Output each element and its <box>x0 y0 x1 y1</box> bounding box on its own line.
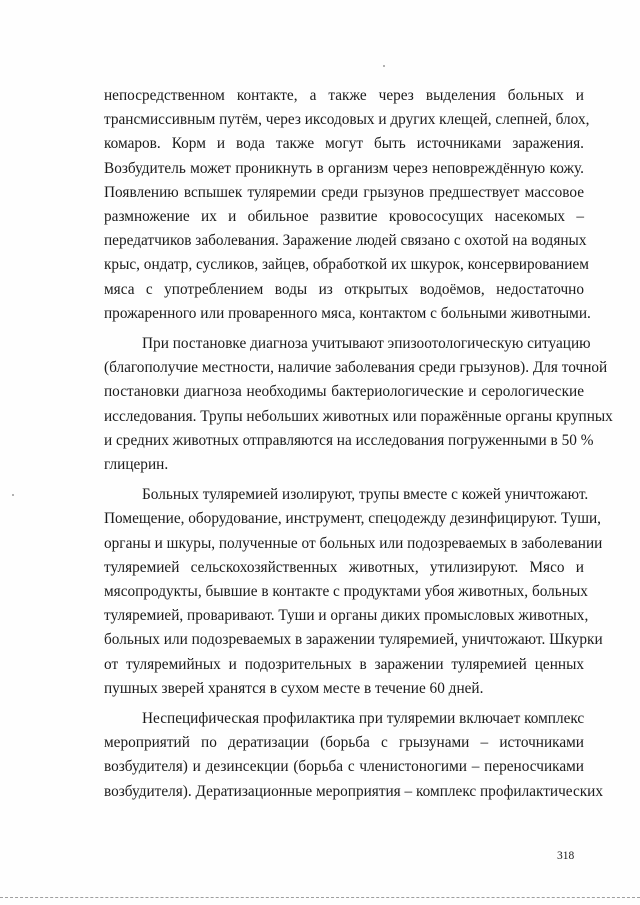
text-line: глицерин. <box>104 456 169 474</box>
body-text <box>104 84 613 804</box>
text-line: туляремией сельскохозяйственных животных, утилизируют. Мясо и <box>104 558 584 576</box>
text-line: прожаренного или проваренного мяса, контактом с больными животными. <box>104 304 591 322</box>
scan-speck <box>383 65 385 67</box>
text-line: комаров. Корм и вода также могут быть источниками заражения. <box>104 135 584 153</box>
text-line: Неспецифическая профилактика при туляремии включает комплекс <box>142 710 585 728</box>
text-line: мяса с употреблением воды из открытых водоёмов, недостаточно <box>104 280 584 298</box>
text-line: передатчиков заболевания. Заражение людей связано с охотой на водяных <box>104 232 587 250</box>
text-line: возбудителя). Дератизационные мероприятия – комплекс профилактических <box>104 782 604 800</box>
text-line: При постановке диагноза учитывают эпизоотологическую ситуацию <box>142 335 591 353</box>
text-line: органы и шкуры, полученные от больных или подозреваемых в заболевании <box>104 534 603 552</box>
text-line: постановки диагноза необходимы бактериологические и серологические <box>104 383 584 401</box>
text-line: возбудителя) и дезинсекции (борьба с членистоногими – переносчиками <box>104 758 584 776</box>
text-line: больных или подозреваемых в заражении туляремией, уничтожают. Шкурки <box>104 631 603 649</box>
text-line: исследования. Трупы небольших животных или поражённые органы крупных <box>104 407 613 425</box>
text-line: Появлению вспышек туляремии среди грызунов предшествует массовое <box>104 183 584 201</box>
paragraph-1 <box>104 84 591 326</box>
text-line: мероприятий по дератизации (борьба с грызунами – источниками <box>104 734 584 752</box>
scan-bottom-edge <box>0 897 640 901</box>
text-line: и средних животных отправляются на исследования погруженными в 50 % <box>104 431 594 449</box>
text-line: непосредственном контакте, а также через выделения больных и <box>104 87 584 104</box>
text-line: от туляремийных и подозрительных в заражении туляремией ценных <box>104 655 584 673</box>
text-line: мясопродукты, бывшие в контакте с продуктами убоя животных, больных <box>104 583 588 601</box>
scan-speck <box>12 494 14 496</box>
text-line: Возбудитель может проникнуть в организм через неповреждённую кожу. <box>104 159 584 177</box>
text-line: Помещение, оборудование, инструмент, спецодежду дезинфицируют. Туши, <box>104 510 602 528</box>
paragraph-3 <box>104 483 603 701</box>
text-line: трансмиссивным путём, через иксодовых и других клещей, слепней, блох, <box>104 111 590 129</box>
text-line: крыс, ондатр, сусликов, зайцев, обработкой их шкурок, консервированием <box>104 256 589 274</box>
text-line: Больных туляремией изолируют, трупы вместе с кожей уничтожают. <box>142 486 589 504</box>
text-line: (благополучие местности, наличие заболевания среди грызунов). Для точной <box>104 359 608 377</box>
text-line: размножение их и обильное развитие кровососущих насекомых – <box>104 208 584 226</box>
page-number: 318 <box>557 850 575 862</box>
paragraph-4 <box>104 707 604 804</box>
text-line: пушных зверей хранятся в сухом месте в течение 60 дней. <box>104 679 484 697</box>
paragraph-2 <box>104 332 613 477</box>
text-line: туляремией, проваривают. Туши и органы диких промысловых животных, <box>104 607 589 625</box>
